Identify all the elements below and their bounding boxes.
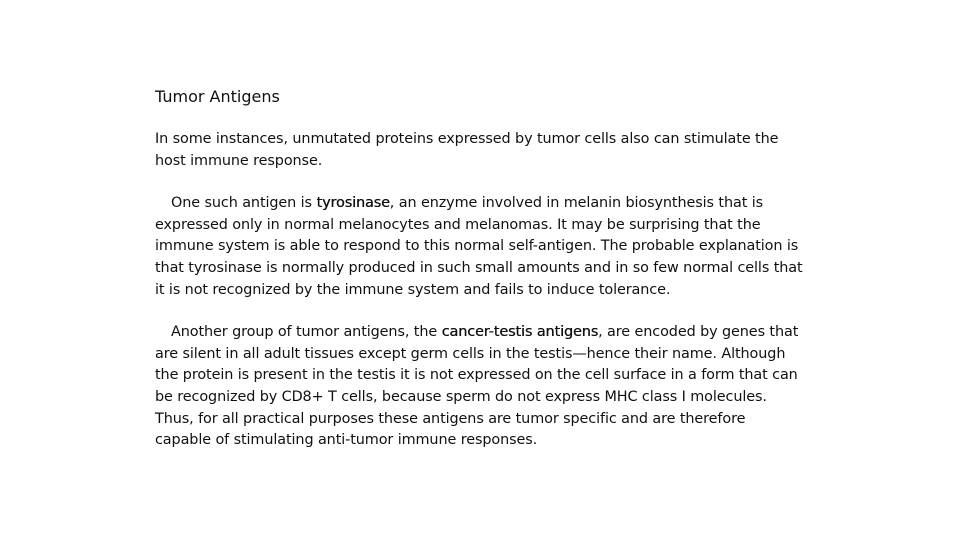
paragraph-tyrosinase-lead: One such antigen is [171,195,317,212]
paragraph-cancer-testis-lead: Another group of tumor antigens, the [171,324,442,341]
slide-content [155,86,805,473]
paragraph-cancer-testis [155,322,805,452]
term-cancer-testis-antigens: cancer-testis antigens [441,324,599,341]
paragraph-tyrosinase-body: , an enzyme involved in melanin biosynthesis that is expressed only in normal melanocytes and melanomas. It may be surprising that the immune system is able to respond to this normal self-antigen. The probable explanation is that tyrosinase is normally produced in such small amounts and in so few normal cells that it is not recognized by the immune system and fails to induce tolerance. [155,195,803,298]
paragraph-intro: In some instances, unmutated proteins expressed by tumor cells also can stimulate the host immune response. [155,131,779,169]
paragraph-tyrosinase [155,193,805,301]
term-tyrosinase: tyrosinase [316,195,390,212]
slide-title: Tumor Antigens [155,87,280,106]
paragraph-cancer-testis-body: , are encoded by genes that are silent in all adult tissues except germ cells in the testis—hence their name. Although the protein is present in the testis it is not expressed on the cell surface in a form that can be recognized by CD8+ T cells, because sperm do not express MHC class I molecules. Thus, for all practical purposes these antigens are tumor specific and are therefore capable of stimulating anti-tumor immune responses. [155,324,799,449]
